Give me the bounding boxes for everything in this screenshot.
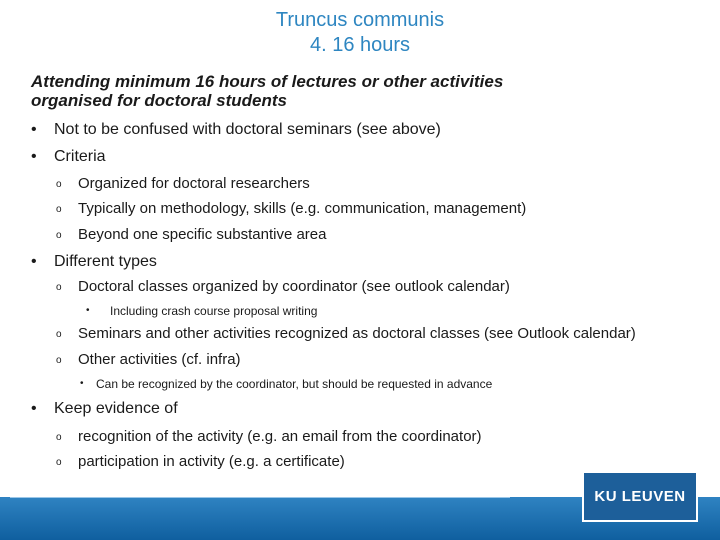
- circle-bullet-icon: o: [56, 355, 62, 366]
- circle-bullet-icon: o: [56, 432, 62, 443]
- bullet-dot-icon: •: [31, 253, 37, 270]
- bullet-dot-icon: •: [86, 305, 90, 316]
- bullet-text: Keep evidence of: [54, 400, 178, 417]
- sub-bullet-text: Other activities (cf. infra): [78, 351, 241, 368]
- sub-bullet-text: Organized for doctoral researchers: [78, 175, 310, 192]
- ku-leuven-logo: [582, 471, 698, 522]
- title-line-2: 4. 16 hours: [309, 34, 411, 56]
- circle-bullet-icon: o: [56, 179, 62, 190]
- bullet-dot-icon: •: [80, 378, 84, 389]
- subtitle-line-2: organised for doctoral students: [31, 91, 287, 110]
- circle-bullet-icon: o: [56, 329, 62, 340]
- sub-bullet-text: recognition of the activity (e.g. an email from the coordinator): [78, 428, 482, 445]
- bullet-text: Not to be confused with doctoral seminars (see above): [54, 121, 441, 138]
- bullet-dot-icon: •: [31, 400, 37, 417]
- bullet-dot-icon: •: [31, 148, 37, 165]
- circle-bullet-icon: o: [56, 204, 62, 215]
- sub-bullet-text: participation in activity (e.g. a certificate): [78, 453, 345, 470]
- circle-bullet-icon: o: [56, 230, 62, 241]
- bullet-text: Criteria: [54, 148, 106, 165]
- sub-bullet-text: Seminars and other activities recognized as doctoral classes (see Outlook calendar): [78, 325, 636, 342]
- sub-sub-bullet-text: Including crash course proposal writing: [110, 304, 318, 318]
- logo-text: KU LEUVEN: [594, 488, 686, 505]
- sub-bullet-text: Doctoral classes organized by coordinator (see outlook calendar): [78, 278, 510, 295]
- bullet-text: Different types: [54, 253, 157, 270]
- sub-bullet-text: Typically on methodology, skills (e.g. communication, management): [78, 200, 527, 217]
- subtitle-line-1: Attending minimum 16 hours of lectures or other activities: [31, 72, 504, 91]
- footer-divider: [10, 497, 510, 498]
- bullet-dot-icon: •: [31, 121, 37, 138]
- circle-bullet-icon: o: [56, 457, 62, 468]
- title-line-1: Truncus communis: [275, 9, 445, 31]
- circle-bullet-icon: o: [56, 282, 62, 293]
- sub-sub-bullet-text: Can be recognized by the coordinator, but should be requested in advance: [96, 377, 493, 391]
- sub-bullet-text: Beyond one specific substantive area: [78, 226, 327, 243]
